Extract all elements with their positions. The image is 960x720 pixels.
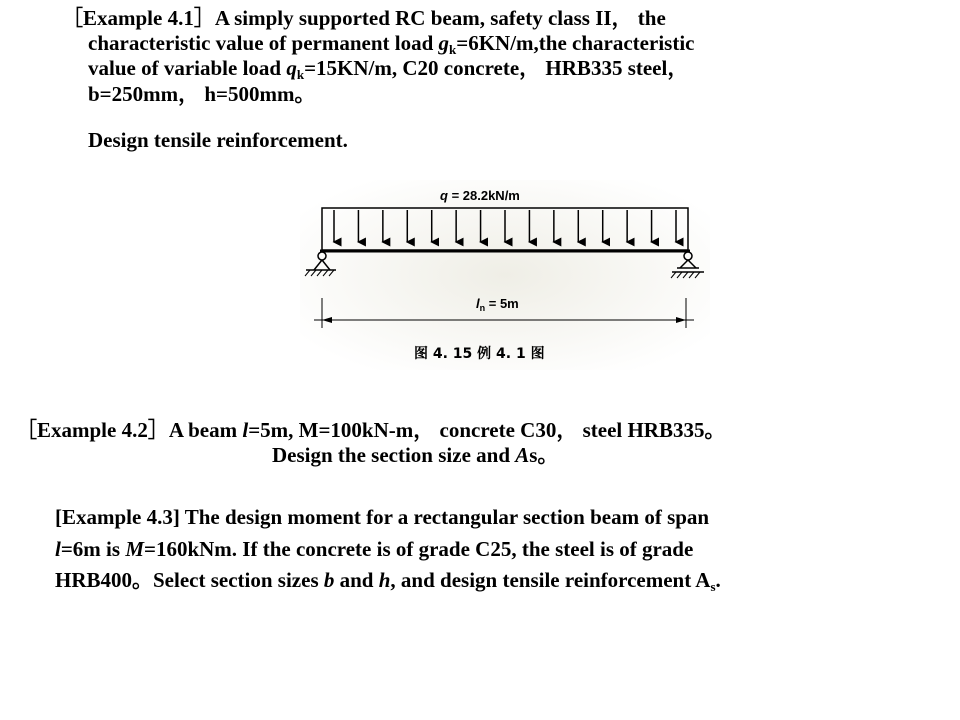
example-tag: ［Example 4.2］ — [16, 418, 169, 442]
subscript-k: k — [296, 67, 305, 83]
example-4-3-line-2 — [55, 534, 721, 566]
text-segment: . — [715, 568, 721, 592]
text-segment: =6KN/m,the characteristic — [456, 31, 695, 56]
example-4-2-line-1 — [16, 418, 725, 442]
text-segment: A beam — [168, 418, 243, 442]
example-4-3 — [55, 502, 721, 597]
text-segment: , and design tensile reinforcement A — [390, 568, 711, 592]
text-segment: and — [334, 568, 379, 592]
symbol-g: g — [438, 31, 450, 56]
text-segment: =5m, M=100kN-m， concrete C30， steel HRB335。 — [248, 418, 726, 442]
symbol-q: q — [286, 56, 297, 81]
text-segment: value of variable load — [88, 56, 287, 81]
example-4-1-line-4: b=250mm， h=500mm。 — [88, 81, 316, 106]
example-4-3-line-3 — [55, 565, 721, 597]
subscript-s: s — [710, 579, 716, 594]
example-4-1-line-3 — [62, 56, 942, 81]
text-segment: HRB400。Select section sizes — [55, 568, 324, 592]
subscript-k: k — [449, 42, 457, 58]
example-4-1-line-1 — [62, 6, 942, 31]
example-4-2-line-2 — [16, 443, 725, 468]
example-4-1-line-2 — [62, 31, 942, 56]
symbol-M: M — [125, 536, 144, 561]
beam-figure — [300, 180, 710, 370]
symbol-b: b — [323, 568, 335, 592]
example-tag: ［Example 4.1］ — [62, 6, 215, 30]
text-segment: Design the section size and — [272, 443, 516, 468]
symbol-A: A — [515, 443, 530, 468]
symbol-l: l — [55, 536, 61, 561]
text-segment: characteristic value of permanent load — [88, 31, 439, 56]
symbol-l: l — [242, 418, 249, 442]
example-4-2 — [16, 418, 725, 468]
load-value: = 28.2kN/m — [447, 188, 520, 203]
symbol-h: h — [378, 568, 391, 592]
example-text: A simply supported RC beam, safety class II， the — [214, 6, 666, 30]
figure-caption: 图 4. 15 例 4. 1 图 — [414, 346, 545, 362]
text-segment: =160kNm. If the concrete is of grade C25, the steel is of grade — [144, 536, 694, 561]
text-segment: s。 — [529, 443, 559, 468]
beam-diagram — [300, 180, 710, 370]
load-label: q = 28.2kN/m — [440, 188, 520, 203]
example-4-1-task: Design tensile reinforcement. — [88, 128, 348, 152]
example-4-1 — [62, 6, 942, 107]
example-4-3-line-1: [Example 4.3] The design moment for a rectangular section beam of span — [55, 505, 710, 529]
text-segment: =15KN/m, C20 concrete， HRB335 steel， — [304, 56, 689, 81]
span-label: $l_n = 5m$ — [476, 296, 519, 313]
text-segment: =6m is — [60, 536, 126, 561]
